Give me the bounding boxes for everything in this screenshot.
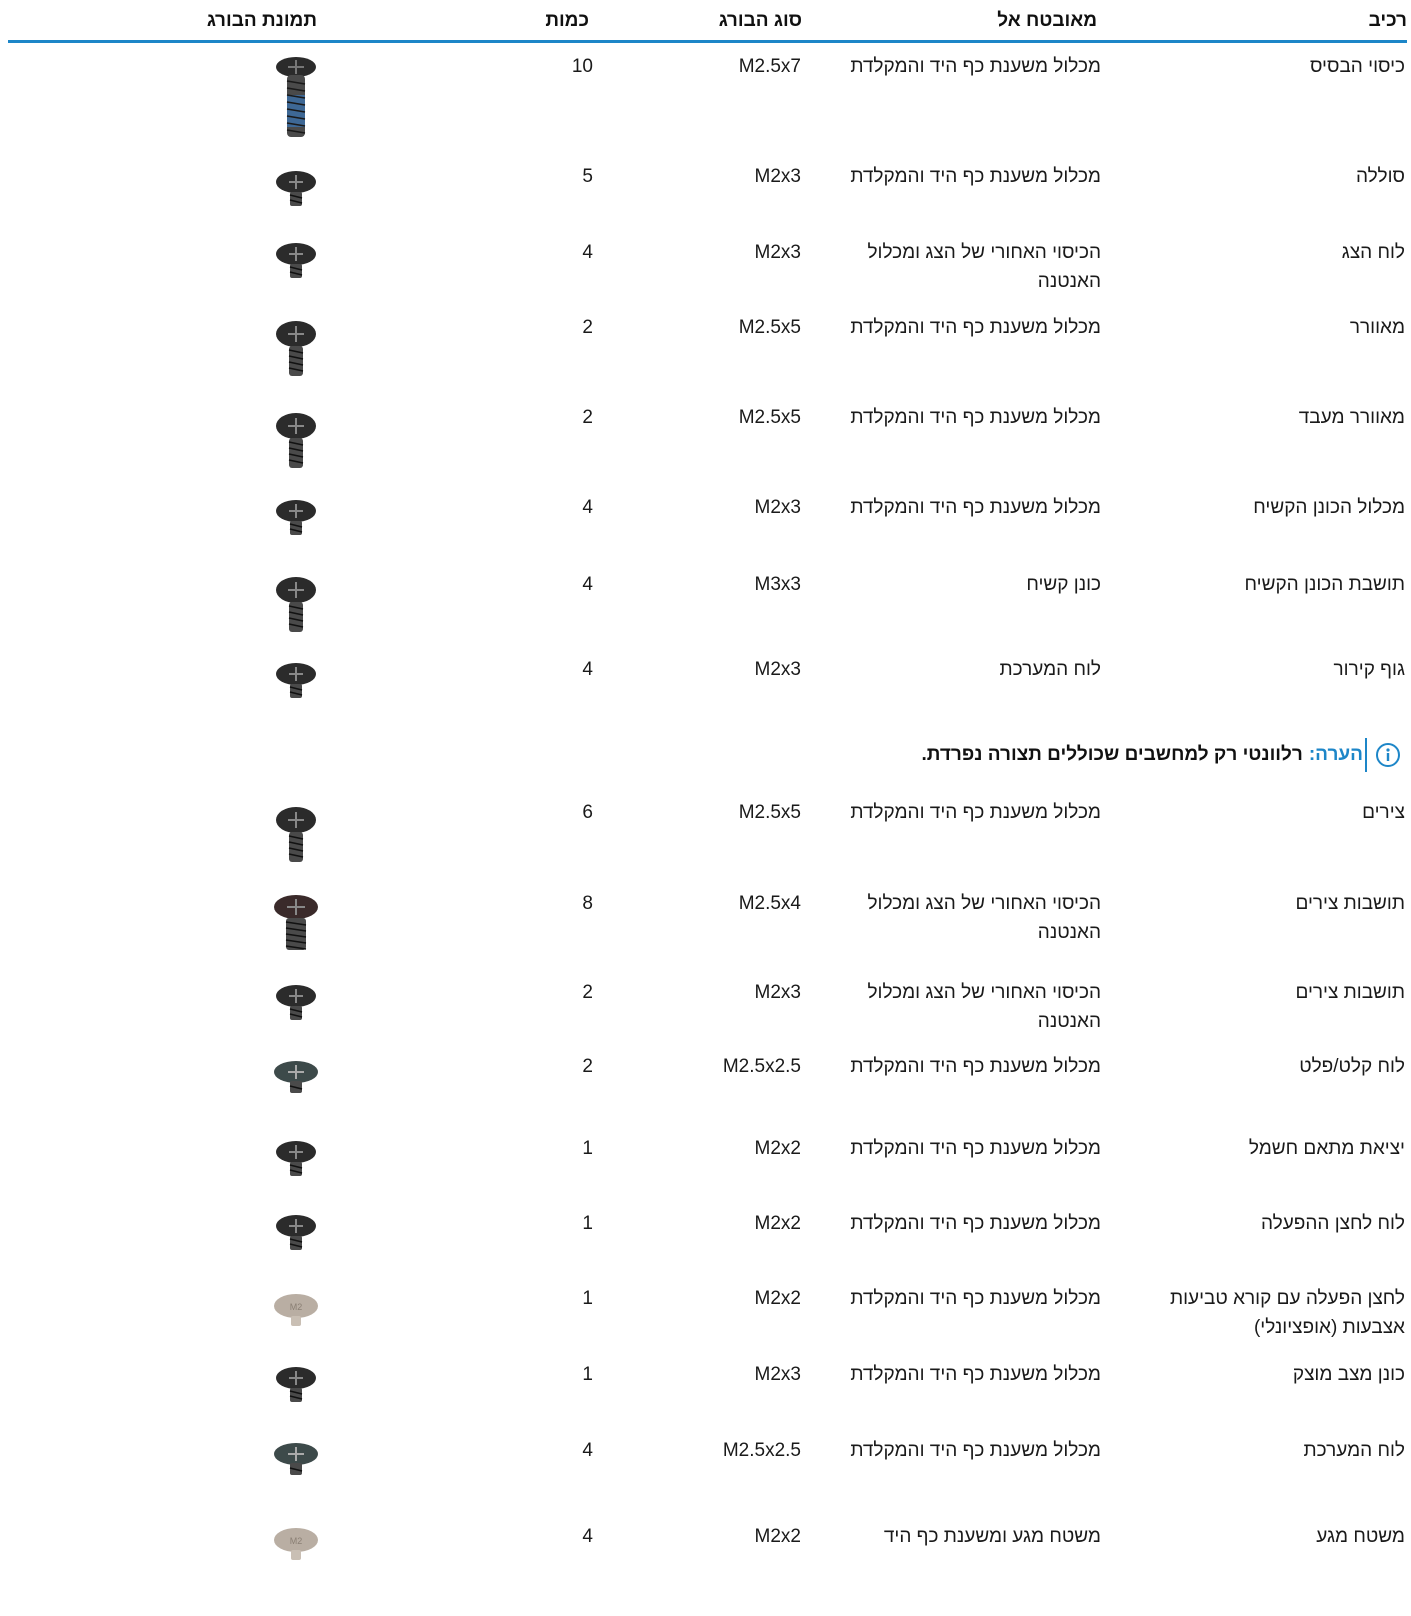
svg-text:M2: M2	[289, 1536, 303, 1546]
cell-component: משטח מגע	[1316, 1526, 1405, 1547]
header-component: רכיב	[1368, 10, 1407, 31]
cell-component: תושבות צירים	[1295, 893, 1405, 914]
cell-component: מכלול הכונן הקשיח	[1253, 497, 1405, 518]
cell-screw-type: M3x3	[754, 574, 801, 595]
medium-screw-icon	[258, 318, 334, 408]
cell-secured-to: מכלול משענת כף היד והמקלדת	[850, 1288, 1101, 1309]
cell-secured-to: מכלול משענת כף היד והמקלדת	[850, 407, 1101, 428]
flat-head-screw-icon	[258, 1058, 334, 1148]
cell-secured-to: מכלול משענת כף היד והמקלדת	[850, 497, 1101, 518]
cell-quantity: 2	[582, 1056, 593, 1077]
short-screw-icon	[258, 660, 334, 750]
cell-quantity: 1	[582, 1138, 593, 1159]
cell-screw-type: M2.5x5	[738, 802, 801, 823]
cell-component: תושבות צירים	[1295, 982, 1405, 1003]
cell-screw-type: M2x2	[754, 1138, 801, 1159]
cell-quantity: 8	[582, 893, 593, 914]
cell-secured-to: מכלול משענת כף היד והמקלדת	[850, 56, 1101, 77]
header-screw-image: תמונת הבורג	[206, 10, 317, 31]
cell-screw-type: M2x3	[754, 1364, 801, 1385]
cell-secured-to: מכלול משענת כף היד והמקלדת	[850, 1440, 1101, 1461]
cell-quantity: 6	[582, 802, 593, 823]
short-screw-icon	[258, 240, 334, 330]
cell-screw-type: M2.5x5	[738, 407, 801, 428]
cell-screw-type: M2x3	[754, 166, 801, 187]
cell-quantity: 1	[582, 1288, 593, 1309]
cell-quantity: 1	[582, 1364, 593, 1385]
cell-component: צירים	[1362, 802, 1405, 823]
cell-quantity: 2	[582, 317, 593, 338]
cell-component: לוח קלט/פלט	[1299, 1056, 1405, 1077]
cell-secured-to: מכלול משענת כף היד והמקלדת	[850, 1056, 1101, 1077]
flat-head-screw-icon	[258, 1440, 334, 1530]
cell-screw-type: M2x3	[754, 242, 801, 263]
cell-screw-type: M2.5x7	[738, 56, 801, 77]
cell-screw-type: M2x3	[754, 982, 801, 1003]
cell-quantity: 5	[582, 166, 593, 187]
cell-quantity: 2	[582, 982, 593, 1003]
cell-screw-type: M2.5x2.5	[722, 1440, 801, 1461]
cell-secured-to: כונן קשיח	[1026, 574, 1101, 595]
cell-quantity: 4	[582, 1526, 593, 1547]
cell-screw-type: M2x3	[754, 497, 801, 518]
cell-component: מאוורר מעבד	[1298, 407, 1405, 428]
cell-component: כיסוי הבסיס	[1309, 56, 1405, 77]
cell-component: תושבת הכונן הקשיח	[1244, 574, 1405, 595]
cell-secured-to: מכלול משענת כף היד והמקלדת	[850, 802, 1101, 823]
cell-secured-to: מכלול משענת כף היד והמקלדת	[850, 1213, 1101, 1234]
cell-secured-to: משטח מגע ומשענת כף היד	[883, 1526, 1101, 1547]
cell-quantity: 4	[582, 242, 593, 263]
cell-quantity: 2	[582, 407, 593, 428]
short-screw-icon	[258, 1212, 334, 1302]
cell-secured-to: מכלול משענת כף היד והמקלדת	[850, 166, 1101, 187]
cell-secured-to: הכיסוי האחורי של הצג ומכלול האנטנה	[867, 893, 1101, 943]
cell-screw-type: M2.5x2.5	[722, 1056, 801, 1077]
svg-text:M2: M2	[289, 1302, 303, 1312]
info-icon	[1375, 742, 1401, 768]
note-divider	[1365, 738, 1367, 772]
cell-screw-type: M2x2	[754, 1288, 801, 1309]
cell-component: גוף קירור	[1333, 659, 1405, 680]
table-header	[8, 0, 1407, 43]
cell-secured-to: מכלול משענת כף היד והמקלדת	[850, 317, 1101, 338]
cell-component: לוח המערכת	[1303, 1440, 1405, 1461]
cell-quantity: 10	[571, 56, 593, 77]
long-screw-blue-threadlock-icon	[258, 55, 334, 145]
cell-component: לחצן הפעלה עם קורא טביעות אצבעות (אופציונלי)	[1169, 1288, 1405, 1338]
cell-screw-type: M2x2	[754, 1213, 801, 1234]
note	[922, 738, 1363, 772]
cell-component: יציאת מתאם חשמל	[1248, 1138, 1405, 1159]
cell-screw-type: M2.5x4	[738, 893, 801, 914]
header-quantity: כמות	[545, 10, 589, 31]
cell-secured-to: לוח המערכת	[999, 659, 1101, 680]
cell-component: לוח לחצן ההפעלה	[1260, 1213, 1405, 1234]
cell-screw-type: M2x3	[754, 659, 801, 680]
cell-secured-to: הכיסוי האחורי של הצג ומכלול האנטנה	[867, 242, 1101, 292]
medium-screw-icon	[258, 410, 334, 500]
note-text: רלוונטי רק למחשבים שכוללים תצורה נפרדת.	[921, 744, 1303, 765]
wide-screw-icon	[258, 893, 334, 983]
cell-component: לוח הצג	[1341, 242, 1405, 263]
cell-component: כונן מצב מוצק	[1292, 1364, 1405, 1385]
cell-component: סוללה	[1355, 166, 1405, 187]
cell-secured-to: מכלול משענת כף היד והמקלדת	[850, 1138, 1101, 1159]
cell-screw-type: M2.5x5	[738, 317, 801, 338]
cell-screw-type: M2x2	[754, 1526, 801, 1547]
cell-quantity: 4	[582, 497, 593, 518]
header-secured-to: מאובטח אל	[997, 10, 1097, 31]
cell-secured-to: הכיסוי האחורי של הצג ומכלול האנטנה	[867, 982, 1101, 1032]
cell-component: מאוורר	[1349, 317, 1405, 338]
medium-screw-icon	[258, 574, 334, 664]
header-screw-type: סוג הבורג	[718, 10, 802, 31]
note-label: הערה:	[1308, 744, 1363, 765]
cell-quantity: 4	[582, 1440, 593, 1461]
cell-quantity: 4	[582, 659, 593, 680]
cell-quantity: 1	[582, 1213, 593, 1234]
medium-screw-icon	[258, 804, 334, 894]
silver-screw-icon	[258, 1526, 334, 1616]
cell-quantity: 4	[582, 574, 593, 595]
cell-secured-to: מכלול משענת כף היד והמקלדת	[850, 1364, 1101, 1385]
